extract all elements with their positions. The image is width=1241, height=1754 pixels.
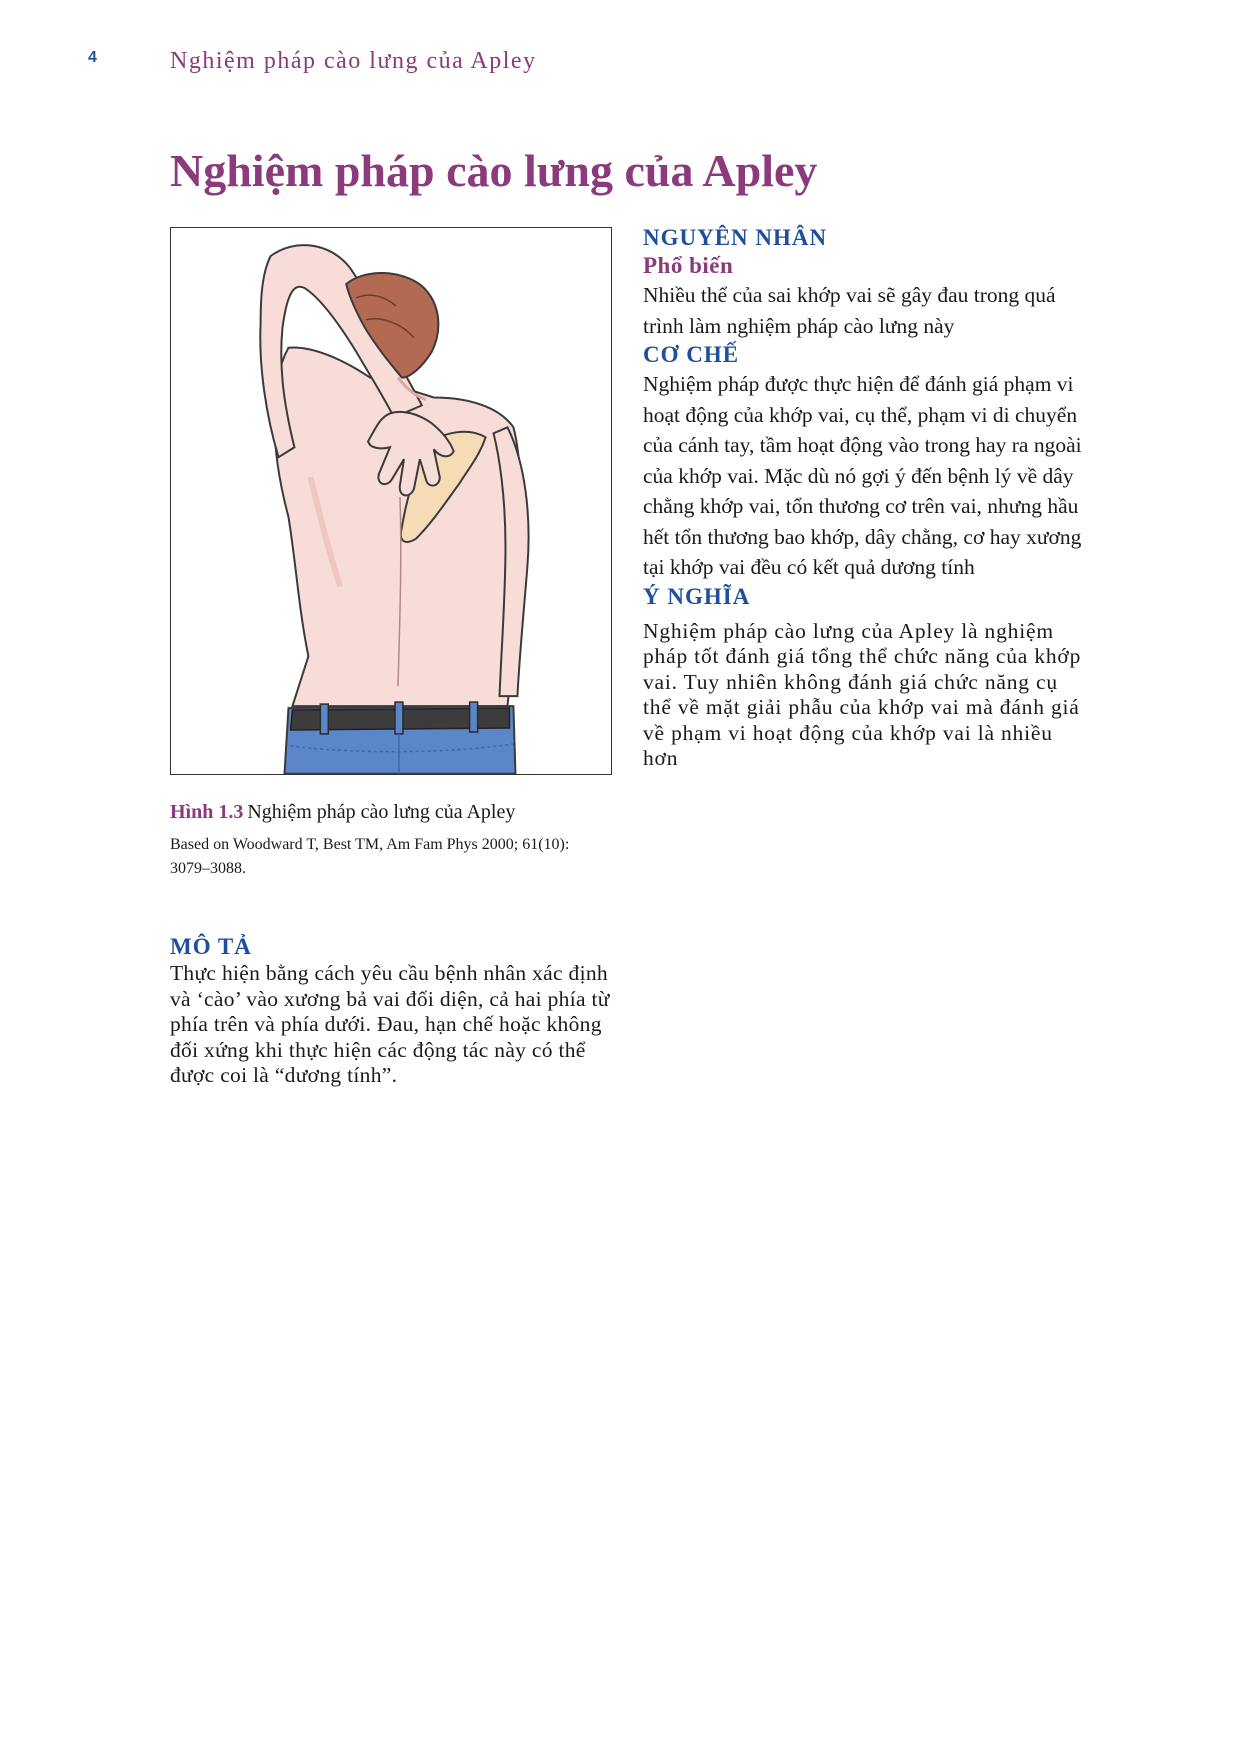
significance-text: Nghiệm pháp cào lưng của Apley là nghiệm pháp tốt đánh giá tổng thể chức năng của khớp vai. Tuy nhiên không đánh giá chức năng cụ thể về mặt giải phẫu của khớp vai mà đánh giá về phạm vi hoạt động của khớp vai là nhiều hơn — [643, 618, 1082, 770]
causes-subheading: Phổ biến — [643, 253, 734, 278]
figure-caption-text: Nghiệm pháp cào lưng của Apley — [247, 801, 516, 823]
page-title: Nghiệm pháp cào lưng của Apley — [170, 145, 818, 196]
figure-label: Hình 1.3 — [170, 801, 244, 823]
belt-loop-center — [395, 702, 403, 734]
figure-illustration — [170, 227, 612, 775]
description-section — [170, 933, 610, 1089]
belt-loop-left — [320, 704, 328, 734]
significance-heading: Ý NGHĨA — [643, 583, 751, 609]
figure-caption — [170, 801, 515, 824]
right-column — [643, 224, 1083, 772]
page-number: 4 — [88, 49, 97, 66]
apley-scratch-illustration — [171, 228, 611, 774]
causes-heading: NGUYÊN NHÂN — [643, 225, 828, 250]
mechanism-heading: CƠ CHẾ — [643, 342, 740, 367]
running-head: Nghiệm pháp cào lưng của Apley — [170, 48, 537, 74]
mechanism-text: Nghiệm pháp được thực hiện để đánh giá phạm vi hoạt động của khớp vai, cụ thể, phạm vi di chuyển của cánh tay, tầm hoạt động vào trong hay ra ngoài của khớp vai. Mặc dù nó gợi ý đến bệnh lý về dây chằng khớp vai, tổn thương cơ trên vai, nhưng hầu hết tổn thương bao khớp, dây chằng, cơ hay xương tại khớp vai đều có kết quả dương tính — [643, 372, 1082, 579]
description-text: Thực hiện bằng cách yêu cầu bệnh nhân xác định và ‘cào’ vào xương bả vai đối diện, cả hai phía từ phía trên và phía dưới. Đau, hạn chế hoặc không đối xứng khi thực hiện các động tác này có thể được coi là “dương tính”. — [170, 961, 610, 1087]
causes-text: Nhiều thể của sai khớp vai sẽ gây đau trong quá trình làm nghiệm pháp cào lưng này — [643, 283, 1056, 338]
figure-source: Based on Woodward T, Best TM, Am Fam Phys 2000; 61(10): 3079–3088. — [170, 836, 570, 877]
description-heading: MÔ TẢ — [170, 934, 252, 959]
belt-loop-right — [470, 702, 478, 732]
